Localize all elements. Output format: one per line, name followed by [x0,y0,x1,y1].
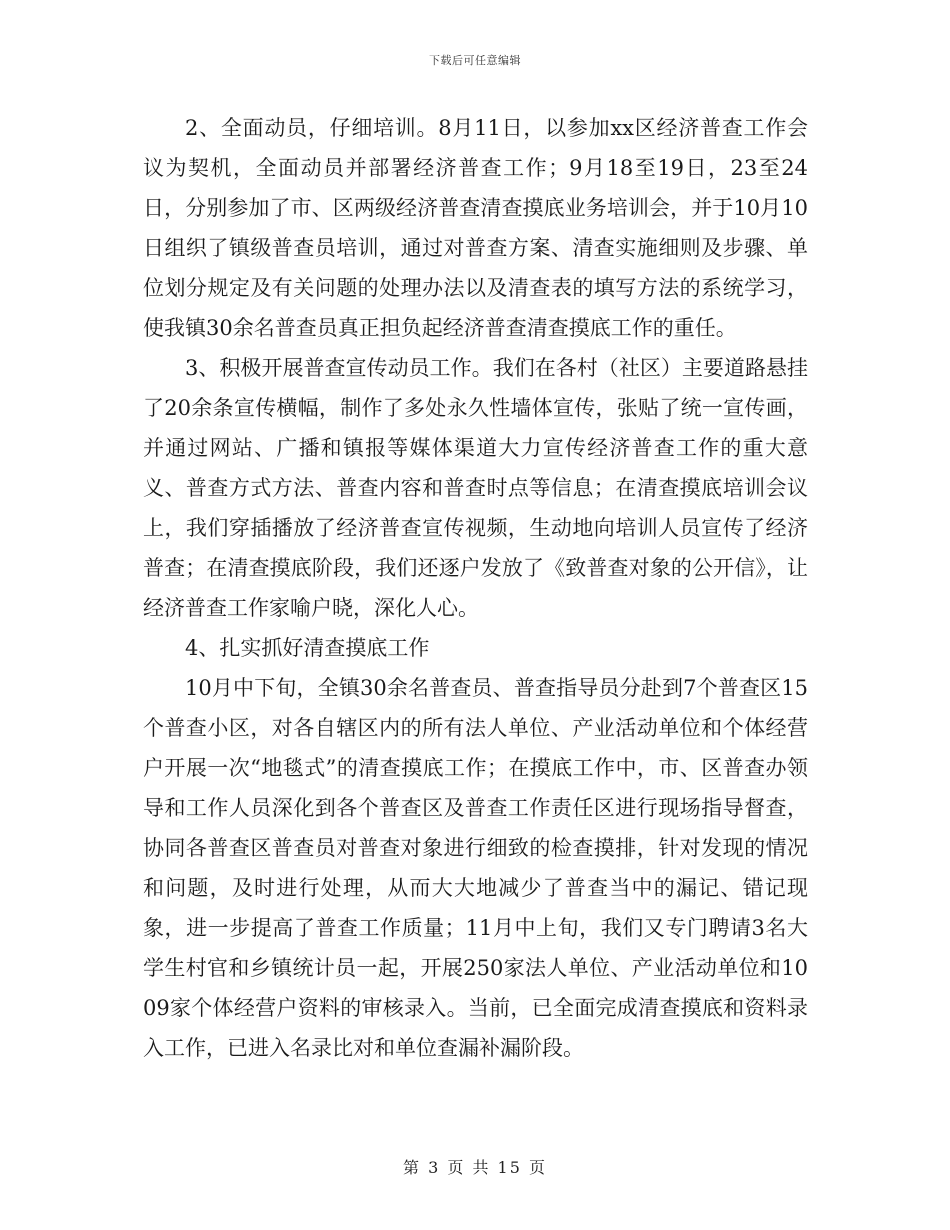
paragraph-survey-work: 10月中下旬，全镇30余名普查员、普查指导员分赴到7个普查区15个普查小区，对各自辖区内的所有法人单位、产业活动单位和个体经营户开展一次“地毯式”的清查摸底工作；在摸底工作中，市、区普查办领导和工作人员深化到各个普查区及普查工作责任区进行现场指导督查，协同各普查区普查员对普查对象进行细致的检查摸排，针对发现的情况和问题，及时进行处理，从而大大地减少了普查当中的漏记、错记现象，进一步提高了普查工作质量；11月中上旬，我们又专门聘请3名大学生村官和乡镇统计员一起，开展250家法人单位、产业活动单位和1009家个体经营户资料的审核录入。当前，已全面完成清查摸底和资料录入工作，已进入名录比对和单位查漏补漏阶段。 [143,676,808,1060]
page-number: 第 3 页 共 15 页 [403,1158,547,1177]
page-header: 下载后可任意编辑 [429,54,521,67]
paragraph-heading-survey: 4、扎实抓好清查摸底工作 [185,636,430,660]
document-body [143,108,808,1068]
paragraph-publicity: 3、积极开展普查宣传动员工作。我们在各村（社区）主要道路悬挂了20余条宣传横幅，制作了多处永久性墙体宣传，张贴了统一宣传画，并通过网站、广播和镇报等媒体渠道大力宣传经济普查工作的重大意义、普查方式方法、普查内容和普查时点等信息；在清查摸底培训会议上，我们穿插播放了经济普查宣传视频，生动地向培训人员宣传了经济普查；在清查摸底阶段，我们还逐户发放了《致普查对象的公开信》，让经济普查工作家喻户晓，深化人心。 [143,356,808,620]
paragraph-training: 2、全面动员，仔细培训。8月11日，以参加xx区经济普查工作会议为契机，全面动员并部署经济普查工作；9月18至19日，23至24日，分别参加了市、区两级经济普查清查摸底业务培训会，并于10月10日组织了镇级普查员培训，通过对普查方案、清查实施细则及步骤、单位划分规定及有关问题的处理办法以及清查表的填写方法的系统学习，使我镇30余名普查员真正担负起经济普查清查摸底工作的重任。 [143,116,808,340]
